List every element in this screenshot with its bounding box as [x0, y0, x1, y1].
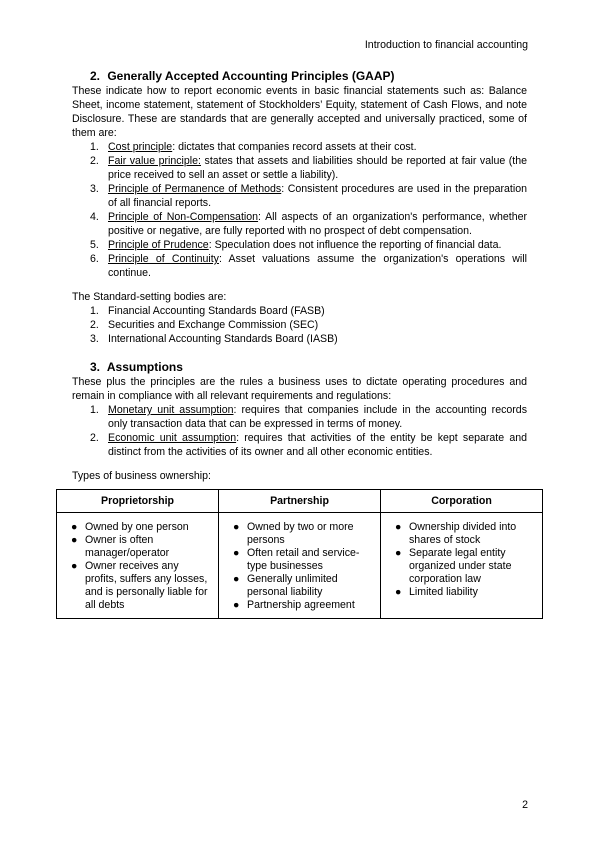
standard-bodies-list	[72, 304, 527, 346]
principle-term: Principle of Non-Compensation	[108, 211, 259, 223]
item-number: 4.	[90, 211, 99, 223]
list-item	[72, 304, 527, 318]
item-number: 3.	[90, 333, 99, 345]
bullet-text: Ownership divided into shares of stock	[409, 521, 517, 546]
assumption-term: Monetary unit assumption	[108, 404, 234, 416]
list-item	[65, 521, 212, 534]
list-item	[72, 238, 527, 252]
bullet-text: Separate legal entity organized under state corporation law	[409, 547, 512, 585]
item-number: 1.	[90, 404, 99, 416]
item-number: 2.	[90, 319, 99, 331]
body-name: International Accounting Standards Board (IASB)	[108, 333, 338, 345]
bullet-icon: ●	[233, 547, 240, 559]
bullet-icon: ●	[395, 521, 402, 533]
bullet-icon: ●	[71, 521, 78, 533]
list-item	[65, 534, 212, 560]
gaap-intro: These indicate how to report economic events in basic financial statements such as: Balance Sheet, income statement, statement of Stockholders’ Equity, statement of Cash Flows, and note Disclosure. These are standards that are generally accepted and universally practiced, some of them are:	[72, 85, 527, 139]
standard-bodies-intro: The Standard-setting bodies are:	[72, 291, 227, 303]
list-item	[389, 586, 536, 599]
principle-description: Speculation does not influence the reporting of financial data.	[214, 239, 502, 251]
principle-term: Fair value principle:	[108, 155, 201, 167]
assumption-description: requires that activities of the entity be kept separate and distinct from the activities of its owner and all other economic entities.	[108, 432, 527, 458]
body-name: Financial Accounting Standards Board (FASB)	[108, 305, 325, 317]
partnership-cell	[219, 513, 381, 619]
bullet-text: Owned by two or more persons	[247, 521, 354, 546]
bullet-list	[227, 521, 374, 612]
bullet-text: Limited liability	[409, 586, 478, 598]
bullet-list	[65, 521, 212, 612]
list-item	[65, 560, 212, 612]
principle-description: states that assets and liabilities should be reported at fair value (the price received to sell an asset or settle a liability).	[108, 155, 527, 181]
list-item	[227, 573, 374, 599]
principle-term: Principle of Prudence	[108, 239, 209, 251]
bullet-icon: ●	[395, 547, 402, 559]
proprietorship-cell	[57, 513, 219, 619]
list-item	[72, 318, 527, 332]
running-header: Introduction to financial accounting	[364, 39, 528, 51]
bullet-icon: ●	[395, 586, 402, 598]
term-separator: :	[281, 183, 288, 195]
list-item	[389, 547, 536, 586]
list-item	[72, 182, 527, 210]
ownership-table	[56, 489, 543, 619]
bullet-icon: ●	[71, 560, 78, 572]
assumptions-heading	[72, 359, 527, 375]
assumption-term: Economic unit assumption	[108, 432, 237, 444]
bullet-text: Owner receives any profits, suffers any losses, and is personally liable for all debts	[85, 560, 208, 611]
list-item	[227, 599, 374, 612]
bullet-icon: ●	[233, 521, 240, 533]
term-separator: :	[233, 404, 242, 416]
principle-description: dictates that companies record assets at their cost.	[178, 141, 417, 153]
page-content	[72, 68, 527, 619]
list-item	[72, 154, 527, 182]
item-number: 1.	[90, 141, 99, 153]
assumptions-heading-title: Assumptions	[106, 360, 183, 374]
list-item	[72, 403, 527, 431]
assumptions-list	[72, 403, 527, 459]
column-header-corporation: Corporation	[381, 490, 543, 513]
assumptions-heading-number: 3.	[90, 360, 101, 374]
item-number: 1.	[90, 305, 99, 317]
list-item	[72, 140, 527, 154]
bullet-text: Owner is often manager/operator	[85, 534, 170, 559]
principles-list	[72, 140, 527, 280]
list-item	[72, 252, 527, 280]
bullet-list	[389, 521, 536, 599]
list-item	[72, 210, 527, 238]
body-name: Securities and Exchange Commission (SEC)	[108, 319, 319, 331]
list-item	[227, 521, 374, 547]
gaap-heading-title: Generally Accepted Accounting Principles (GAAP)	[107, 69, 395, 83]
list-item	[72, 332, 527, 346]
assumptions-intro: These plus the principles are the rules a business uses to dictate operating procedures and remain in compliance with all relevant requirements and regulations:	[72, 376, 527, 402]
term-separator: :	[236, 432, 245, 444]
principle-term: Principle of Continuity	[108, 253, 219, 265]
term-separator: :	[258, 211, 266, 223]
principle-term: Principle of Permanence of Methods	[108, 183, 282, 195]
item-number: 2.	[90, 432, 99, 444]
term-separator: :	[172, 141, 179, 153]
assumption-description: requires that companies include in the accounting records only transaction data that can be expressed in terms of money.	[108, 404, 527, 430]
bullet-icon: ●	[71, 534, 78, 546]
bullet-text: Partnership agreement	[247, 599, 355, 611]
table-row	[57, 513, 543, 619]
page-number: 2	[522, 799, 528, 811]
principle-term: Cost principle	[108, 141, 173, 153]
item-number: 6.	[90, 253, 99, 265]
ownership-intro: Types of business ownership:	[72, 470, 211, 482]
gaap-heading-number: 2.	[90, 69, 101, 83]
bullet-icon: ●	[233, 599, 240, 611]
bullet-text: Often retail and service-type businesses	[247, 547, 360, 572]
bullet-icon: ●	[233, 573, 240, 585]
item-number: 2.	[90, 155, 99, 167]
principle-description: All aspects of an organization's performance, whether positive or negative, are fully reported with no prospect of debt compensation.	[108, 211, 528, 237]
term-separator: :	[208, 239, 215, 251]
table-header-row	[57, 490, 543, 513]
item-number: 3.	[90, 183, 99, 195]
list-item	[227, 547, 374, 573]
column-header-partnership: Partnership	[219, 490, 381, 513]
term-separator: :	[218, 253, 229, 265]
bullet-text: Owned by one person	[85, 521, 189, 533]
corporation-cell	[381, 513, 543, 619]
column-header-proprietorship: Proprietorship	[57, 490, 219, 513]
principle-description: Asset valuations assume the organization's operations will continue.	[108, 253, 527, 279]
bullet-text: Generally unlimited personal liability	[247, 573, 338, 598]
list-item	[72, 431, 527, 459]
list-item	[389, 521, 536, 547]
principle-description: Consistent procedures are used in the preparation of all financial reports.	[108, 183, 528, 209]
gaap-heading	[72, 68, 527, 84]
item-number: 5.	[90, 239, 99, 251]
